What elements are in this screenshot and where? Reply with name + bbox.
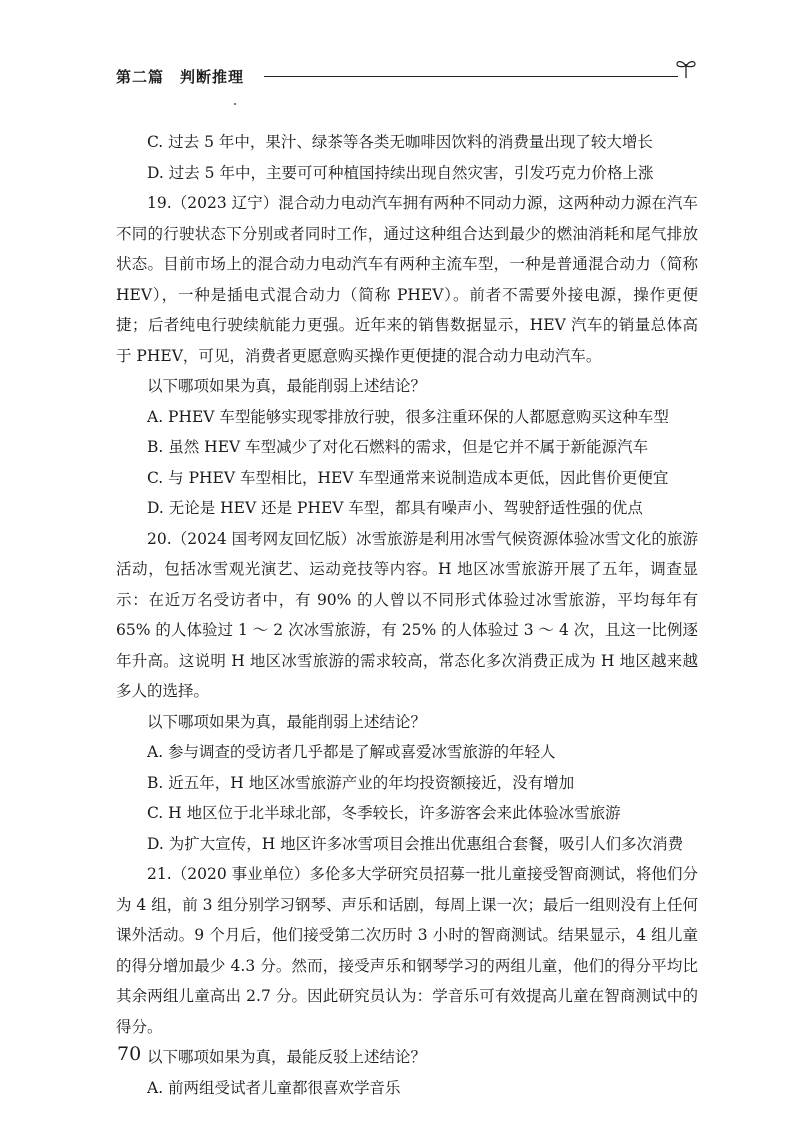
sprout-icon [674,56,698,80]
option-d-q19: D. 无论是 HEV 还是 PHEV 车型，都具有噪声小、驾驶舒适性强的优点 [147,499,643,517]
question-19-prompt: 以下哪项如果为真，最能削弱上述结论？ [147,377,427,395]
option-a-q19: A. PHEV 车型能够实现零排放行驶，很多注重环保的人都愿意购买这种车型 [147,407,669,426]
question-20-stem: 20.（2024 国考网友回忆版）冰雪旅游是利用冰雪气候资源体验冰雪文化的旅游活动，包括冰雪观光演艺、运动竞技等内容。H 地区冰雪旅游开展了五年，调查显示：在近万名受访者中，有 90% 的人曾以不同形式体验过冰雪旅游，平均每年有 65% 的人体验过 1 ～ 2 次冰雪旅游，有 25% 的人体验过 3 ～ 4 次，且这一比例逐年升高。这说明 H 地区冰雪旅游的需求较高，常态化多次消费正成为 H 地区越来越多人的选择。 [116,529,698,700]
option-b-q19: B. 虽然 HEV 车型减少了对化石燃料的需求，但是它并不属于新能源汽车 [147,438,649,456]
page-number: 70 [117,1043,142,1065]
page-body [116,127,698,1103]
question-21-prompt: 以下哪项如果为真，最能反驳上述结论？ [147,1048,427,1066]
header-title: 第二篇 判断推理 [116,68,245,86]
question-20-prompt: 以下哪项如果为真，最能削弱上述结论？ [147,712,427,731]
option-a-q20: A. 参与调查的受访者几乎都是了解或喜爱冰雪旅游的年轻人 [147,743,556,761]
option-c-q20: C. H 地区位于北半球北部，冬季较长，许多游客会来此体验冰雪旅游 [147,804,621,822]
option-b-q20: B. 近五年，H 地区冰雪旅游产业的年均投资额接近，没有增加 [147,773,575,792]
running-header [116,62,696,88]
option-a-q21: A. 前两组受试者儿童都很喜欢学音乐 [147,1078,401,1097]
header-rule [264,76,678,77]
option-c-q19: C. 与 PHEV 车型相比，HEV 车型通常来说制造成本更低，因此售价更便宜 [147,468,669,487]
question-21-stem: 21.（2020 事业单位）多伦多大学研究员招募一批儿童接受智商测试，将他们分为 4 组，前 3 组分别学习钢琴、声乐和话剧，每周上课一次；最后一组则没有上任何课外活动。9 个月后，他们接受第二次历时 3 小时的智商测试。结果显示，4 组儿童的得分增加最少 4.3 分。然而，接受声乐和钢琴学习的两组儿童，他们的得分平均比其余两组儿童高出 2.7 分。因此研究员认为：学音乐可有效提高儿童在智商测试中的得分。 [116,865,698,1036]
option-d-q20: D. 为扩大宣传，H 地区许多冰雪项目会推出优惠组合套餐，吸引人们多次消费 [147,834,684,853]
question-19-stem: 19.（2023 辽宁）混合动力电动汽车拥有两种不同动力源，这两种动力源在汽车不同的行驶状态下分别或者同时工作，通过这种组合达到最少的燃油消耗和尾气排放状态。目前市场上的混合动力电动汽车有两种主流车型，一种是普通混合动力（简称 HEV），一种是插电式混合动力（简称 PHEV）。前者不需要外接电源，操作更便捷；后者纯电行驶续航能力更强。近年来的销售数据显示，HEV 汽车的销量总体高于 PHEV，可见，消费者更愿意购买操作更便捷的混合动力电动汽车。 [116,194,698,365]
speck [234,103,236,105]
option-c-q18: C. 过去 5 年中，果汁、绿茶等各类无咖啡因饮料的消费量出现了较大增长 [147,133,653,151]
option-d-q18: D. 过去 5 年中，主要可可种植国持续出现自然灾害，引发巧克力价格上涨 [147,163,654,182]
